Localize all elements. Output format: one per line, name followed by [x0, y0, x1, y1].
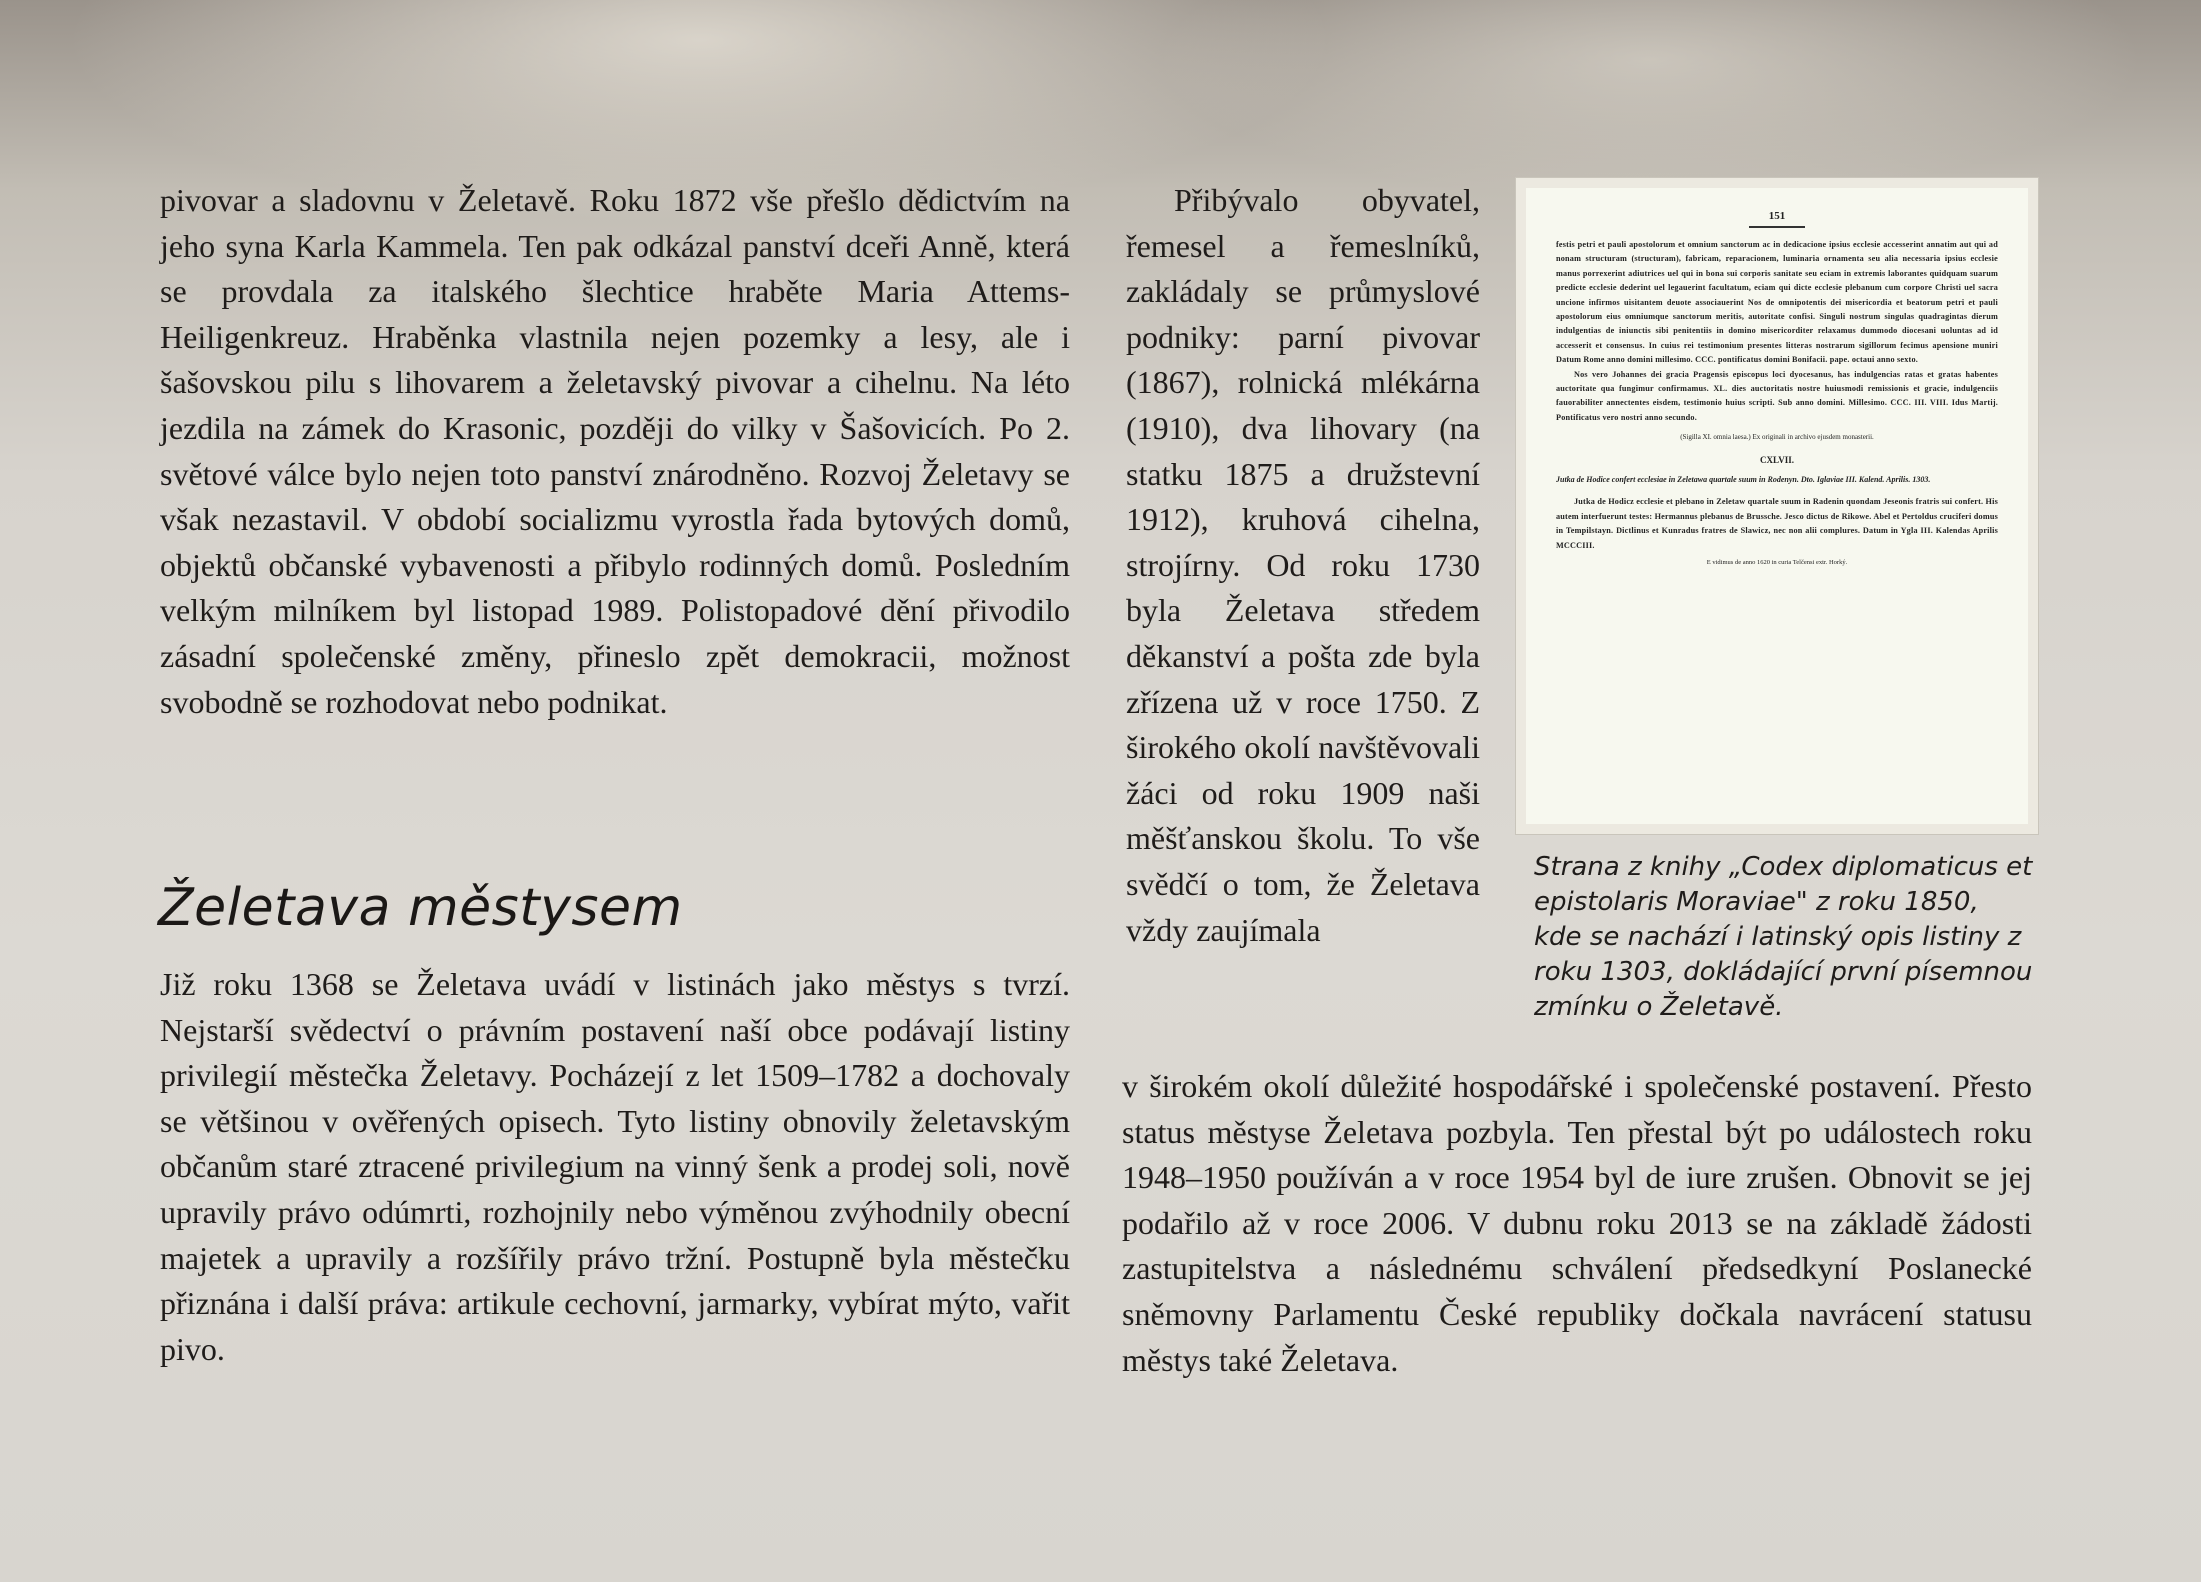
- codex-paragraph-1: festis petri et pauli apostolorum et omnium sanctorum ac in dedicacione ipsius ecclesie accesserint annatim aut qui ad nonam structuram (structuram), fabricam, reparacionem, luminaria ornamenta seu alia necessaria ipsius ecclesie manus porrexerint adiutrices uel qui in bona sui corporis sanitate seu eciam in extremis laborantes quidquam suarum predicte ecclesie dederint uel legauerint facultatum, eciam qui dicte ecclesie plebanum cum corpore Christi uel sacra uncione infirmos uisitantem deuote associauerint Nos de omnipotentis dei misericordia et beatorum petri et pauli apostolorum eius omniumque sanctorum meritis, autoritate confisi. Singuli nostrum singulas quadragintas dierum indulgentias de iniunctis sibi penitentiis in domino misericorditer relaxamus dummodo diocesani uoluntas ad id accesserit et consensus. In cuius rei testimonium presentes litteras nostrarum sigillorum fecimus apensione muniri Datum Rome anno domini millesimo. CCC. pontificatus domini Bonifacii. pape. octaui anno sexto.: [1556, 240, 1998, 365]
- middle-column: [1126, 178, 1480, 953]
- codex-paragraph-3: Jutka de Hodicz ecclesie et plebano in Zeletaw quartale suum in Radenin quondam Jeseonis fratris sui confert. His autem interfuerunt testes: Hermannus plebanus de Brussche. Jesco dictus de Rikowe. Abel et Pertoldus cruciferi domus in Tempilstayn. Dictlinus et Kunradus fratres de Slawicz, nec non alii complures. Datum in Ygla III. Kalendas Aprilis MCCCIII.: [1556, 497, 1998, 550]
- paragraph-history: pivovar a sladovnu v Želetavě. Roku 1872 vše přešlo dědictvím na jeho syna Karla Kammela. Ten pak odkázal panství dceři Anně, která se provdala za italského šlechtice hraběte Maria Attems-Heiligenkreuz. Hraběnka vlastnila nejen pozemky a lesy, ale i šašovskou pilu s lihovarem a želetavský pivovar a cihelnu. Na léto jezdila na zámek do Krasonic, později do vilky v Šašovicích. Po 2. světové válce bylo nejen toto panství znárodněno. Rozvoj Želetavy se však nezastavil. V období socializmu vyrostla řada bytových domů, objektů občanské vybavenosti a přibylo rodinných domů. Posledním velkým milníkem byl listopad 1989. Polistopadové dění přivodilo zásadní společenské změny, přineslo zpět demokracii, možnost svobodně se rozhodovat nebo podnikat.: [160, 182, 1070, 720]
- codex-footer-note: E vidimus de anno 1620 in curia Telčensi extr. Horký.: [1706, 558, 1848, 566]
- paragraph-privileges: Již roku 1368 se Želetava uvádí v listinách jako městys s tvrzí. Nejstarší svědectví o právním postavení naší obce podávají listiny privilegií městečka Želetavy. Pocházejí z let 1509–1782 a dochovaly se většinou v ověřených opisech. Tyto listiny obnovily želetavským občanům staré ztracené privilegium na vinný šenk a prodej soli, nově upravily právo odúmrti, rozhojnily nebo výměnou zvýhodnily obecní majetek a upravily a rozšířily právo tržní. Postupně byla městečku přiznána i další práva: artikule cechovní, jarmarky, vybírat mýto, vařit pivo.: [160, 966, 1070, 1367]
- codex-summary: Jutka de Hodice confert ecclesiae in Zeletawa quartale suum in Rodenyn. Dto. Iglaviae III. Kalend. Aprilis. 1303.: [1556, 475, 1931, 485]
- paragraph-industry: Přibývalo obyvatel, řemesel a řemeslníků, zakládaly se průmyslové podniky: parní pivovar (1867), rolnická mlékárna (1910), dva lihovary (na statku 1875 a družstevní 1912), kruhová cihelna, strojírny. Od roku 1730 byla Želetava středem děkanství a pošta zde byla zřízena už v roce 1750. Z širokého okolí navštěvovali žáci od roku 1909 naši měšťanskou školu. To vše svědčí o tom, že Želetava vždy zaujímala: [1126, 182, 1480, 948]
- left-column-bottom: [160, 962, 1070, 1372]
- codex-page-number: 151: [1768, 210, 1786, 222]
- codex-seal-note: (Sigilla XI. omnia laesa.) Ex originali in archivo ejusdem monasterii.: [1680, 433, 1874, 442]
- bottom-right-column: [1122, 1064, 2032, 1383]
- codex-rule: [1749, 226, 1805, 228]
- codex-page-image: [1516, 178, 2038, 834]
- image-caption: Strana z knihy „Codex diplomaticus et epistolaris Moraviae" z roku 1850, kde se nachází i latinský opis listiny z roku 1303, dokládající první písemnou zmínku o Želetavě.: [1534, 852, 2033, 1022]
- codex-number: CXLVII.: [1760, 455, 1794, 466]
- left-column-top: [160, 178, 1070, 725]
- section-heading: Želetava městysem: [158, 878, 683, 938]
- paragraph-status: v širokém okolí důležité hospodářské i společenské postavení. Přesto status městyse Želetava pozbyla. Ten přestal být po událostech roku 1948–1950 používán a v roce 1954 byl de iure zrušen. Obnovit se jej podařilo až v roce 2006. V dubnu roku 2013 se na základě žádosti zastupitelstva a následnému schválení předsedkyní Poslanecké sněmovny Parlamentu České republiky dočkala navrácení statusu městys také Želetava.: [1122, 1068, 2032, 1378]
- codex-paragraph-2: Nos vero Johannes dei gracia Pragensis episcopus loci dyocesanus, has indulgencias ratas et gratas habentes auctoritate qua fungimur confirmamus. XL. dies auctoritatis nostre huiusmodi remissionis et gracie, indulgenciis fauorabiliter annectentes eisdem, testimonio huius scripti. Sub anno domini. Millesimo. CCC. III. VIII. Idus Martij. Pontificatus vero nostri anno secundo.: [1556, 369, 1998, 422]
